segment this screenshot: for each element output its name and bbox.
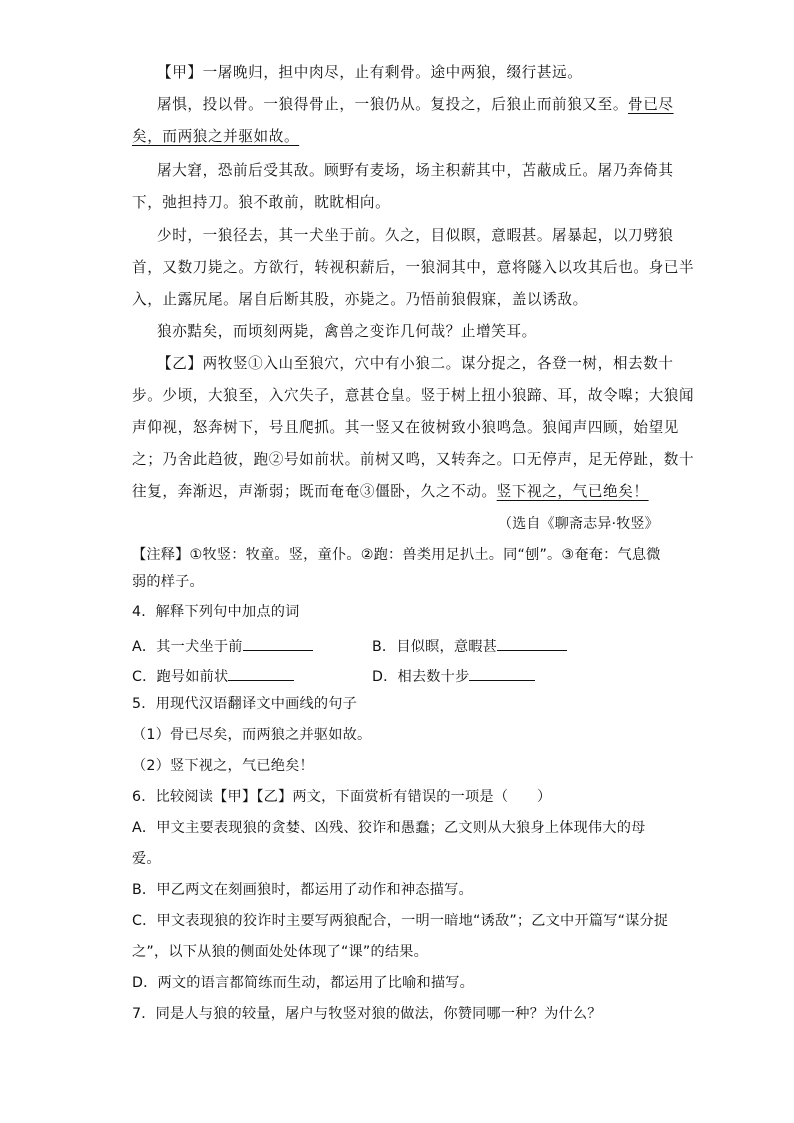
answer-blank-a[interactable] xyxy=(243,636,313,651)
question-4-option-c xyxy=(132,666,294,684)
yi-line-5 xyxy=(132,485,649,500)
question-4-option-a xyxy=(132,636,313,654)
question-6-option-c-line-1: C．甲文表现狼的狡诈时主要写两狼配合，一明一暗地“诱敌”；乙文中开篇写“谋分捉 xyxy=(132,913,669,929)
question-5-stem: 5．用现代汉语翻译文中画线的句子 xyxy=(132,696,358,712)
question-4-stem: 4．解释下列句中加点的词 xyxy=(132,604,300,620)
question-6-option-a-line-1: A．甲文主要表现狼的贪婪、凶残、狡诈和愚蠢；乙文则从大狼身上体现伟大的母 xyxy=(132,820,646,836)
source-citation: （选自《聊斋志异·牧竖》 xyxy=(498,516,659,532)
question-5-item-2: （2）竖下视之，气已绝矣！ xyxy=(132,758,314,774)
jia-paragraph-4-line-2: 首，又数刀毙之。方欲行，转视积薪后，一狼洞其中，意将隧入以攻其后也。身已半 xyxy=(132,259,695,276)
jia-paragraph-4-line-1: 少时，一狼径去，其一犬坐于前。久之，目似瞑，意暇甚。屠暴起，以刀劈狼 xyxy=(157,227,674,244)
notes-line-2: 弱的样子。 xyxy=(132,574,204,590)
answer-blank-c[interactable] xyxy=(228,666,294,681)
notes-line-1: 【注释】①牧竖：牧童。竖，童仆。②跑：兽类用足扒土。同“刨”。③奄奄：气息微 xyxy=(132,547,661,563)
jia-underlined-sentence-start: 骨已尽 xyxy=(628,96,674,113)
option-c-text: C．跑号如前状 xyxy=(132,669,229,685)
yi-line-1: 【乙】两牧竖①入山至狼穴，穴中有小狼二。谋分捉之，各登一树，相去数十 xyxy=(157,355,674,372)
jia-paragraph-5: 狼亦黠矣，而顷刻两毙，禽兽之变诈几何哉？止增笑耳。 xyxy=(157,323,537,340)
jia-paragraph-1: 【甲】一屠晚归，担中肉尽，止有剩骨。途中两狼，缀行甚远。 xyxy=(157,64,583,81)
yi-underlined-sentence: 竖下视之，气已绝矣！ xyxy=(496,483,649,500)
question-6-option-c-line-2: 之”，以下从狼的侧面处处体现了“课”的结果。 xyxy=(132,944,429,960)
option-b-text: B．目似瞑，意暇甚 xyxy=(372,639,498,655)
answer-blank-d[interactable] xyxy=(469,666,535,681)
question-4-option-d xyxy=(372,666,535,684)
jia-underlined-sentence-end: 矣，而两狼之并驱如故。 xyxy=(132,128,300,145)
jia-paragraph-4-line-3: 入，止露尻尾。屠自后断其股，亦毙之。乃悟前狼假寐，盖以诱敌。 xyxy=(132,291,588,308)
jia-paragraph-3-line-2: 下，弛担持刀。狼不敢前，眈眈相向。 xyxy=(132,194,391,211)
answer-blank-b[interactable] xyxy=(497,636,567,651)
jia-p2-text: 屠惧，投以骨。一狼得骨止，一狼仍从。复投之，后狼止而前狼又至。 xyxy=(157,96,629,113)
question-5-item-1: （1）骨已尽矣，而两狼之并驱如故。 xyxy=(132,727,372,743)
question-6-option-a-line-2: 爱。 xyxy=(132,851,161,867)
jia-paragraph-2-line-1 xyxy=(157,98,674,113)
option-a-text: A．其一犬坐于前 xyxy=(132,639,243,655)
question-7-stem: 7．同是人与狼的较量，屠户与牧竖对狼的做法，你赞同哪一种？为什么？ xyxy=(132,1006,602,1022)
question-6-option-b: B．甲乙两文在刻画狼时，都运用了动作和神态描写。 xyxy=(132,882,473,898)
yi-line-4: 之；乃舍此趋彼，跑②号如前状。前树又鸣，又转奔之。口无停声，足无停趾，数十 xyxy=(132,451,695,468)
yi-line-2: 步。少顷，大狼至，入穴失子，意甚仓皇。竖于树上扭小狼蹄、耳，故令嗥；大狼闻 xyxy=(132,387,695,404)
question-6-stem: 6．比较阅读【甲】【乙】两文，下面赏析有错误的一项是（ ） xyxy=(132,789,552,805)
question-6-option-d: D．两文的语言都简练而生动，都运用了比喻和描写。 xyxy=(132,975,475,991)
question-4-option-b xyxy=(372,636,567,654)
yi-line-3: 声仰视，怒奔树下，号且爬抓。其一竖又在彼树致小狼鸣急。狼闻声四顾，始望见 xyxy=(132,419,679,436)
yi-line-5-text: 往复，奔渐迟，声渐弱；既而奄奄③僵卧，久之不动。 xyxy=(132,483,497,500)
option-d-text: D．相去数十步 xyxy=(372,669,470,685)
jia-paragraph-3-line-1: 屠大窘，恐前后受其敌。顾野有麦场，场主积薪其中，苫蔽成丘。屠乃奔倚其 xyxy=(157,162,674,179)
